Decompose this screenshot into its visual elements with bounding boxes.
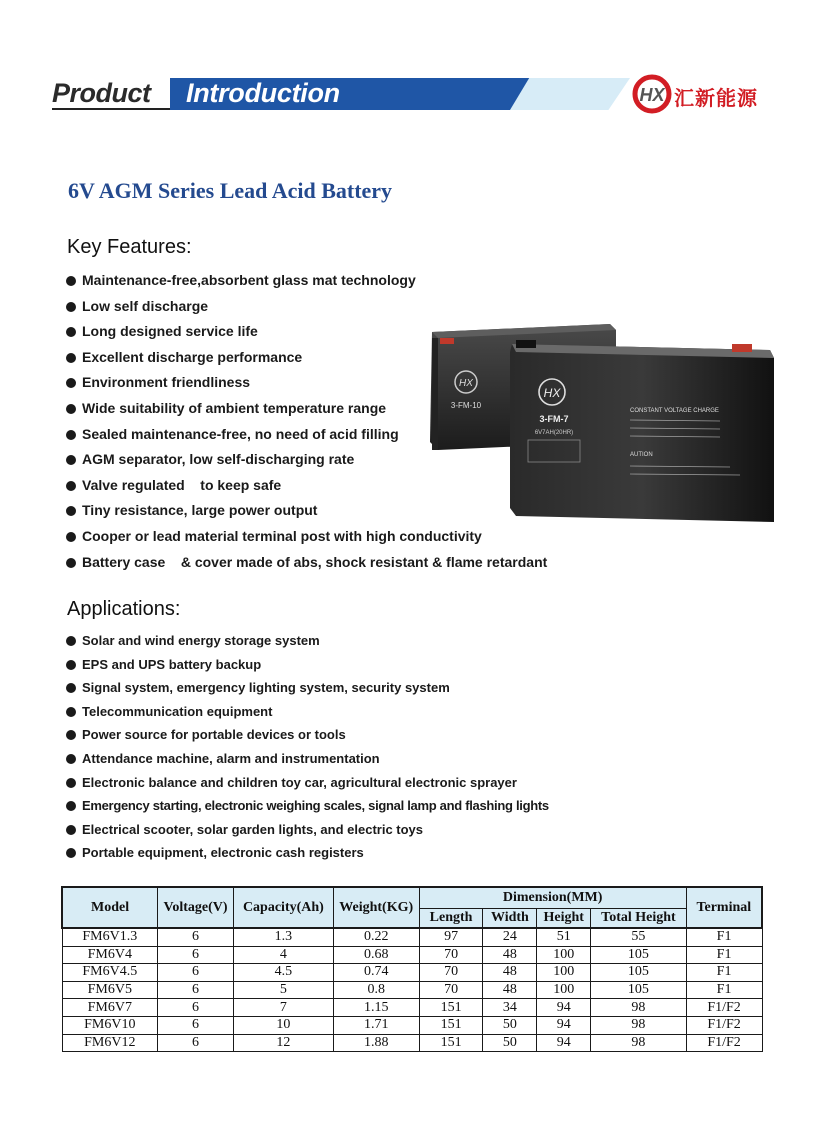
header-introduction-label: Introduction xyxy=(186,78,340,108)
cell-voltage: 6 xyxy=(158,928,234,946)
cell-weight: 1.15 xyxy=(333,999,419,1017)
logo-text: 汇新能源 xyxy=(674,86,758,110)
battery-product-image xyxy=(420,322,780,532)
svg-text:AUTION: AUTION xyxy=(630,452,653,458)
cell-terminal: F1 xyxy=(686,946,762,964)
cell-terminal: F1/F2 xyxy=(686,999,762,1017)
bullet-icon xyxy=(66,481,76,491)
list-item: AGM separator, low self-discharging rate xyxy=(66,447,547,473)
bullet-icon xyxy=(66,558,76,568)
bullet-icon xyxy=(66,683,76,693)
col-header-weight: Weight(KG) xyxy=(333,887,419,928)
bullet-icon xyxy=(66,778,76,788)
bullet-icon xyxy=(66,276,76,286)
list-item: Excellent discharge performance xyxy=(66,345,547,371)
bullet-icon xyxy=(66,825,76,835)
cell-height: 100 xyxy=(537,964,591,982)
list-item: Signal system, emergency lighting system, security system xyxy=(66,676,549,700)
list-item: Sealed maintenance-free, no need of acid filling xyxy=(66,422,547,448)
cell-model: FM6V5 xyxy=(62,981,158,999)
list-item: Low self discharge xyxy=(66,294,547,320)
col-header-capacity: Capacity(Ah) xyxy=(233,887,333,928)
cell-weight: 1.71 xyxy=(333,1016,419,1034)
cell-capacity: 12 xyxy=(233,1034,333,1052)
cell-terminal: F1/F2 xyxy=(686,1034,762,1052)
svg-text:6V7AH(20HR): 6V7AH(20HR) xyxy=(534,430,574,436)
cell-voltage: 6 xyxy=(158,981,234,999)
spec-table-body xyxy=(62,928,762,1052)
cell-width: 24 xyxy=(483,928,537,946)
applications-list xyxy=(66,629,549,865)
col-header-height: Height xyxy=(537,909,591,929)
cell-model: FM6V4.5 xyxy=(62,964,158,982)
cell-voltage: 6 xyxy=(158,999,234,1017)
cell-width: 48 xyxy=(483,964,537,982)
list-item: Emergency starting, electronic weighing scales, signal lamp and flashing lights xyxy=(66,794,549,818)
cell-model: FM6V1.3 xyxy=(62,928,158,946)
bullet-icon xyxy=(66,532,76,542)
svg-text:HX: HX xyxy=(459,378,473,389)
header-light-band xyxy=(510,78,630,110)
table-row xyxy=(62,946,762,964)
bullet-icon xyxy=(66,302,76,312)
cell-voltage: 6 xyxy=(158,964,234,982)
cell-width: 34 xyxy=(483,999,537,1017)
cell-capacity: 4.5 xyxy=(233,964,333,982)
applications-heading: Applications: xyxy=(67,598,181,620)
table-row xyxy=(62,1016,762,1034)
cell-total-height: 55 xyxy=(591,928,686,946)
list-item: Power source for portable devices or tools xyxy=(66,723,549,747)
list-item: Wide suitability of ambient temperature range xyxy=(66,396,547,422)
cell-length: 151 xyxy=(419,1034,483,1052)
list-item: EPS and UPS battery backup xyxy=(66,653,549,677)
cell-width: 50 xyxy=(483,1034,537,1052)
cell-capacity: 10 xyxy=(233,1016,333,1034)
page-title: 6V AGM Series Lead Acid Battery xyxy=(68,178,393,203)
bullet-icon xyxy=(66,506,76,516)
cell-total-height: 105 xyxy=(591,981,686,999)
cell-total-height: 105 xyxy=(591,946,686,964)
bullet-icon xyxy=(66,378,76,388)
cell-terminal: F1 xyxy=(686,981,762,999)
cell-height: 94 xyxy=(537,1016,591,1034)
col-header-dimension: Dimension(MM) xyxy=(419,887,686,909)
cell-capacity: 7 xyxy=(233,999,333,1017)
cell-height: 94 xyxy=(537,1034,591,1052)
key-features-heading: Key Features: xyxy=(67,236,192,258)
list-item: Electronic balance and children toy car, agricultural electronic sprayer xyxy=(66,771,549,795)
table-row xyxy=(62,964,762,982)
bullet-icon xyxy=(66,730,76,740)
hx-logo-icon xyxy=(630,72,674,116)
list-item: Long designed service life xyxy=(66,319,547,345)
cell-capacity: 4 xyxy=(233,946,333,964)
cell-length: 70 xyxy=(419,946,483,964)
list-item: Environment friendliness xyxy=(66,370,547,396)
bullet-icon xyxy=(66,707,76,717)
table-row xyxy=(62,999,762,1017)
page-header xyxy=(0,72,827,116)
cell-length: 151 xyxy=(419,999,483,1017)
cell-weight: 0.22 xyxy=(333,928,419,946)
bullet-icon xyxy=(66,327,76,337)
cell-length: 97 xyxy=(419,928,483,946)
bullet-icon xyxy=(66,801,76,811)
cell-capacity: 1.3 xyxy=(233,928,333,946)
col-header-length: Length xyxy=(419,909,483,929)
cell-total-height: 98 xyxy=(591,1034,686,1052)
list-item: Solar and wind energy storage system xyxy=(66,629,549,653)
bullet-icon xyxy=(66,636,76,646)
cell-model: FM6V10 xyxy=(62,1016,158,1034)
company-logo xyxy=(630,72,780,116)
col-header-voltage: Voltage(V) xyxy=(158,887,234,928)
list-item: Valve regulated to keep safe xyxy=(66,473,547,499)
cell-voltage: 6 xyxy=(158,946,234,964)
list-item: Telecommunication equipment xyxy=(66,700,549,724)
cell-total-height: 98 xyxy=(591,1016,686,1034)
cell-model: FM6V7 xyxy=(62,999,158,1017)
table-row xyxy=(62,928,762,946)
cell-width: 48 xyxy=(483,981,537,999)
list-item: Attendance machine, alarm and instrumentation xyxy=(66,747,549,771)
bullet-icon xyxy=(66,660,76,670)
bullet-icon xyxy=(66,404,76,414)
cell-height: 94 xyxy=(537,999,591,1017)
cell-weight: 0.8 xyxy=(333,981,419,999)
table-row xyxy=(62,981,762,999)
bullet-icon xyxy=(66,455,76,465)
cell-height: 51 xyxy=(537,928,591,946)
cell-model: FM6V4 xyxy=(62,946,158,964)
cell-terminal: F1 xyxy=(686,964,762,982)
cell-capacity: 5 xyxy=(233,981,333,999)
list-item: Portable equipment, electronic cash registers xyxy=(66,841,549,865)
cell-length: 70 xyxy=(419,964,483,982)
list-item: Cooper or lead material terminal post with high conductivity xyxy=(66,524,547,550)
cell-total-height: 98 xyxy=(591,999,686,1017)
cell-height: 100 xyxy=(537,981,591,999)
cell-height: 100 xyxy=(537,946,591,964)
svg-text:HX: HX xyxy=(639,85,665,105)
cell-length: 151 xyxy=(419,1016,483,1034)
cell-voltage: 6 xyxy=(158,1034,234,1052)
cell-voltage: 6 xyxy=(158,1016,234,1034)
cell-weight: 1.88 xyxy=(333,1034,419,1052)
col-header-terminal: Terminal xyxy=(686,887,762,928)
cell-width: 50 xyxy=(483,1016,537,1034)
svg-text:CONSTANT VOLTAGE CHARGE: CONSTANT VOLTAGE CHARGE xyxy=(630,408,719,414)
bullet-icon xyxy=(66,353,76,363)
bullet-icon xyxy=(66,430,76,440)
header-product-label: Product xyxy=(52,78,151,108)
list-item: Battery case & cover made of abs, shock resistant & flame retardant xyxy=(66,550,547,576)
cell-total-height: 105 xyxy=(591,964,686,982)
cell-weight: 0.74 xyxy=(333,964,419,982)
col-header-total-height: Total Height xyxy=(591,909,686,929)
svg-text:3-FM-7: 3-FM-7 xyxy=(539,414,569,424)
bullet-icon xyxy=(66,848,76,858)
col-header-width: Width xyxy=(483,909,537,929)
spec-table xyxy=(61,886,763,1052)
header-underline xyxy=(52,108,170,110)
list-item: Electrical scooter, solar garden lights, and electric toys xyxy=(66,818,549,842)
svg-text:HX: HX xyxy=(543,386,561,400)
cell-length: 70 xyxy=(419,981,483,999)
cell-weight: 0.68 xyxy=(333,946,419,964)
bullet-icon xyxy=(66,754,76,764)
col-header-model: Model xyxy=(62,887,158,928)
svg-text:3-FM-10: 3-FM-10 xyxy=(450,401,482,410)
list-item: Maintenance-free,absorbent glass mat technology xyxy=(66,268,547,294)
cell-model: FM6V12 xyxy=(62,1034,158,1052)
list-item: Tiny resistance, large power output xyxy=(66,498,547,524)
cell-terminal: F1/F2 xyxy=(686,1016,762,1034)
cell-width: 48 xyxy=(483,946,537,964)
cell-terminal: F1 xyxy=(686,928,762,946)
table-row xyxy=(62,1034,762,1052)
